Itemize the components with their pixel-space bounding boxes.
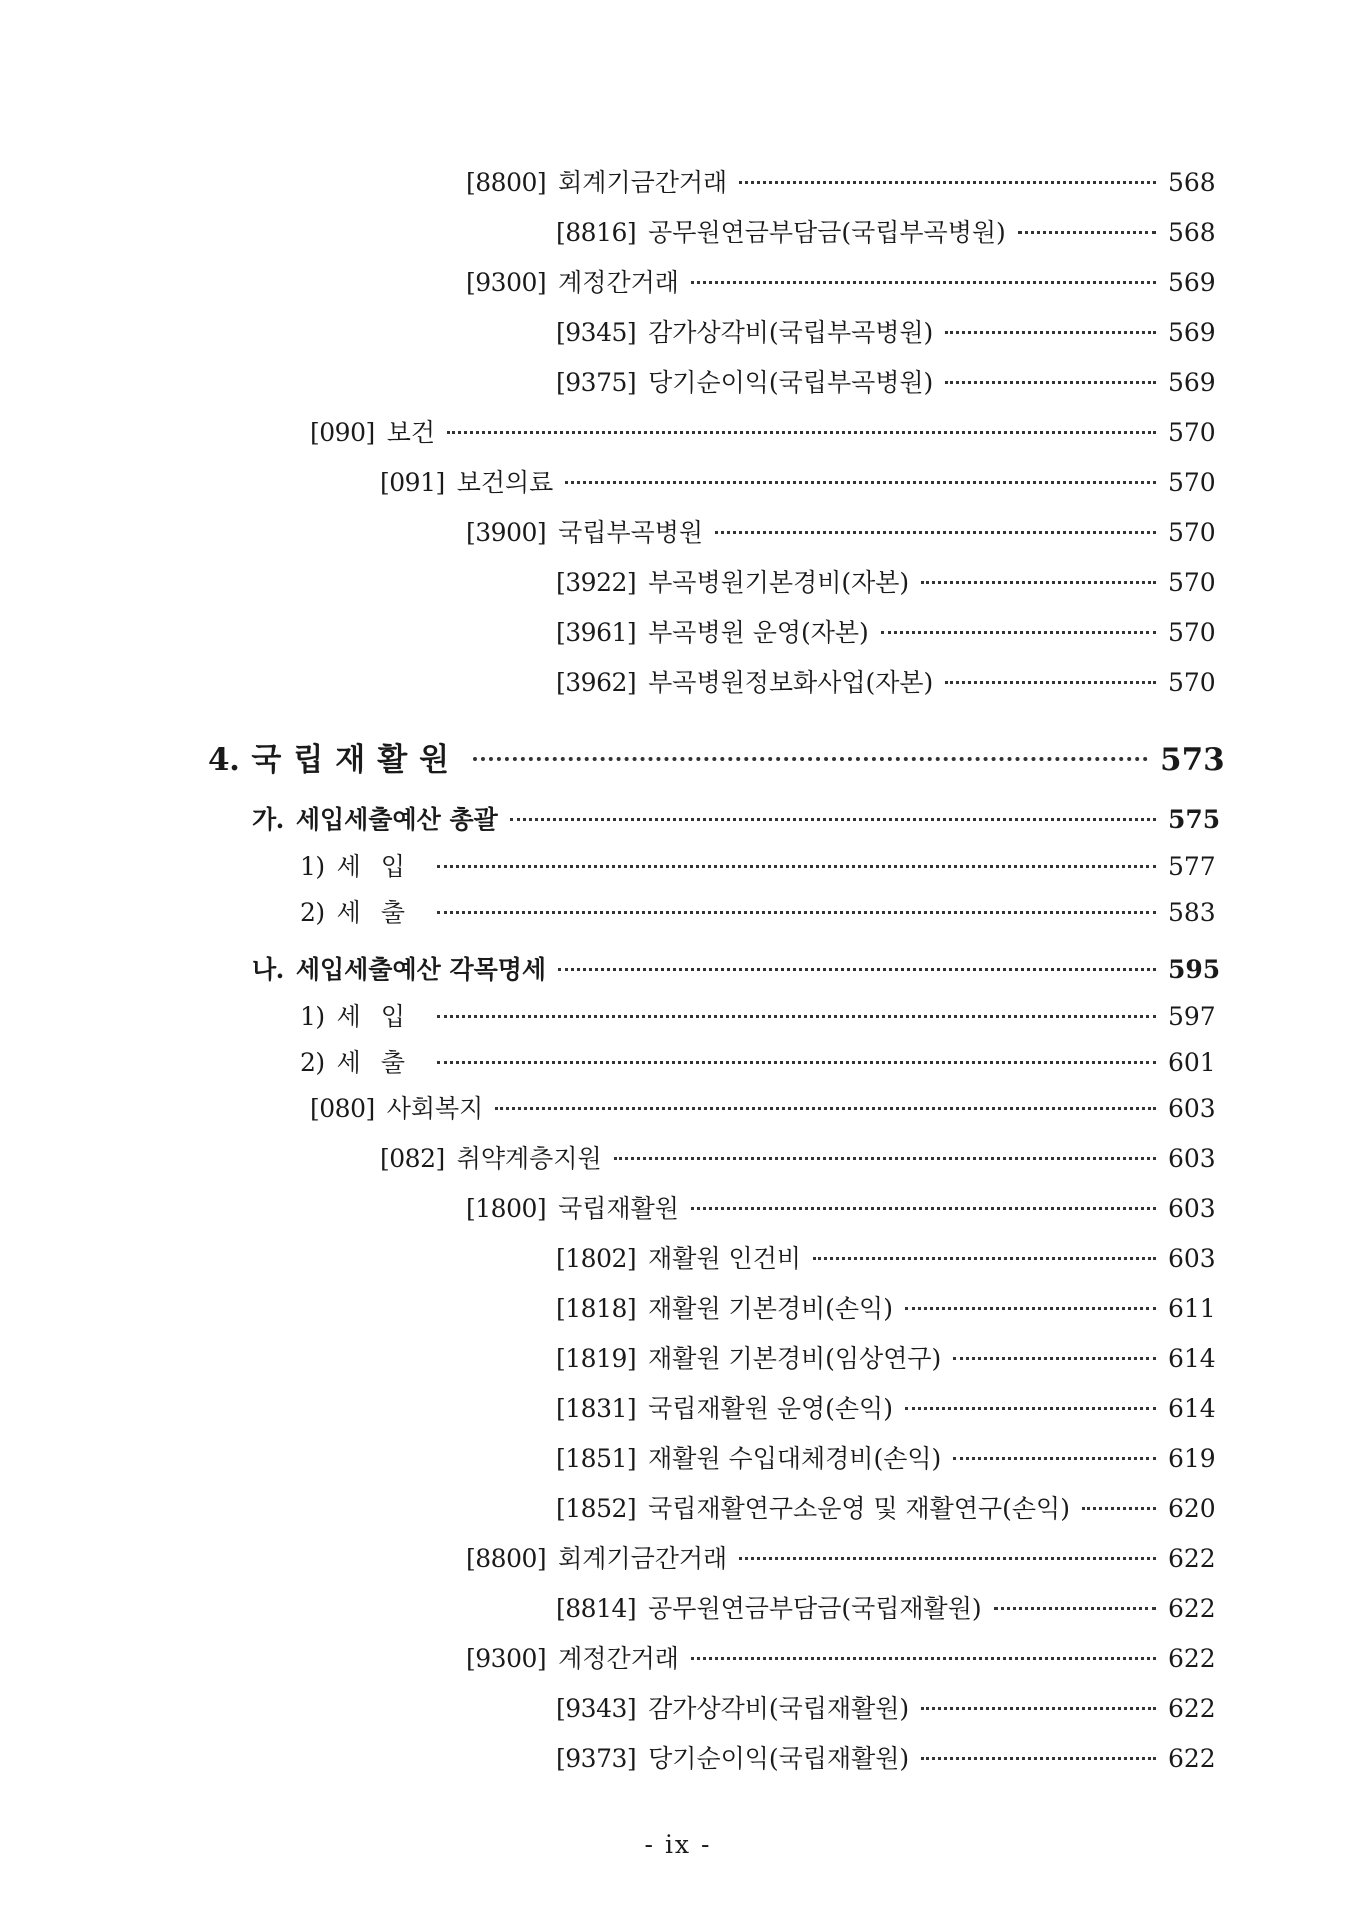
- toc-label: 감가상각비(국립재활원): [648, 1694, 910, 1723]
- toc-page: 575: [1168, 805, 1221, 834]
- dot-leader: [437, 911, 1156, 914]
- toc-code: [1818]: [556, 1294, 637, 1323]
- toc-page: 570: [1168, 518, 1216, 547]
- toc-code: [9345]: [556, 318, 637, 347]
- toc-page: 622: [1168, 1594, 1216, 1623]
- dot-leader: [921, 1707, 1156, 1710]
- toc-page: 570: [1168, 668, 1216, 697]
- toc-row: [556, 663, 1216, 699]
- toc-page: 570: [1168, 618, 1216, 647]
- toc-label: 부곡병원정보화사업(자본): [648, 668, 934, 697]
- toc-page: 603: [1168, 1144, 1216, 1173]
- toc-code: [8816]: [556, 218, 637, 247]
- toc-label: 국립재활원: [251, 742, 462, 778]
- page-number: - ix -: [644, 1830, 712, 1859]
- toc-row: [556, 563, 1216, 599]
- toc-row: [556, 313, 1216, 349]
- dot-leader: [945, 681, 1156, 684]
- toc-code: [9300]: [466, 1644, 547, 1673]
- toc-page: 603: [1168, 1244, 1216, 1273]
- toc-code: [1852]: [556, 1494, 637, 1523]
- toc-label: 세입: [336, 1002, 425, 1031]
- dot-leader: [953, 1357, 1156, 1360]
- toc-page: 570: [1168, 568, 1216, 597]
- toc-label: 부곡병원기본경비(자본): [648, 568, 910, 597]
- dot-leader: [921, 1757, 1156, 1760]
- toc-row: [466, 1639, 1216, 1675]
- toc-chapter-row: [208, 734, 1225, 779]
- toc-row: [556, 1439, 1216, 1475]
- toc-page: 614: [1168, 1344, 1216, 1373]
- dot-leader: [994, 1607, 1156, 1610]
- toc-row: [556, 1739, 1216, 1775]
- toc-label: 감가상각비(국립부곡병원): [648, 318, 934, 347]
- toc-page: 597: [1168, 1002, 1216, 1031]
- toc-label: 세입: [336, 852, 425, 881]
- dot-leader: [905, 1307, 1156, 1310]
- toc-page: 570: [1168, 418, 1216, 447]
- dot-leader: [565, 481, 1156, 484]
- toc-page: 619: [1168, 1444, 1216, 1473]
- dot-leader: [437, 865, 1156, 868]
- toc-row: [466, 163, 1216, 199]
- dot-leader: [739, 1557, 1156, 1560]
- toc-row: [556, 1489, 1216, 1525]
- toc-code: [3900]: [466, 518, 547, 547]
- toc-row: [466, 1539, 1216, 1575]
- toc-label: 회계기금간거래: [558, 1544, 728, 1573]
- toc-code: [3962]: [556, 668, 637, 697]
- toc-label: 부곡병원 운영(자본): [648, 618, 869, 647]
- dot-leader: [473, 757, 1148, 761]
- toc-label: 사회복지: [386, 1094, 484, 1123]
- toc-label: 국립재활원: [558, 1194, 679, 1223]
- toc-code: 2): [300, 898, 325, 927]
- toc-code: 나.: [252, 955, 284, 984]
- toc-row: [300, 1043, 1216, 1079]
- toc-label: 세입세출예산 각목명세: [295, 955, 547, 984]
- toc-code: [8814]: [556, 1594, 637, 1623]
- toc-label: 계정간거래: [558, 268, 679, 297]
- toc-code: [9300]: [466, 268, 547, 297]
- toc-row: [556, 1339, 1216, 1375]
- toc-label: 공무원연금부담금(국립재활원): [648, 1594, 982, 1623]
- toc-page: 595: [1168, 955, 1221, 984]
- toc-code: [1802]: [556, 1244, 637, 1273]
- toc-row: [556, 613, 1216, 649]
- toc-code: [8800]: [466, 1544, 547, 1573]
- dot-leader: [881, 631, 1156, 634]
- toc-label: 재활원 수입대체경비(손익): [648, 1444, 942, 1473]
- toc-label: 계정간거래: [558, 1644, 679, 1673]
- toc-label: 국립재활연구소운영 및 재활연구(손익): [648, 1494, 1070, 1523]
- toc-row: [300, 893, 1216, 929]
- toc-row: [380, 463, 1216, 499]
- toc-code: [1851]: [556, 1444, 637, 1473]
- dot-leader: [813, 1257, 1156, 1260]
- dot-leader: [905, 1407, 1156, 1410]
- toc-code: [8800]: [466, 168, 547, 197]
- toc-label: 국립재활원 운영(손익): [648, 1394, 893, 1423]
- toc-label: 공무원연금부담금(국립부곡병원): [648, 218, 1006, 247]
- toc-page: 620: [1168, 1494, 1216, 1523]
- dot-leader: [715, 531, 1156, 534]
- toc-section-row: [252, 950, 1221, 986]
- dot-leader: [953, 1457, 1156, 1460]
- toc-page: 568: [1168, 218, 1216, 247]
- dot-leader: [945, 381, 1156, 384]
- dot-leader: [614, 1157, 1156, 1160]
- toc-row: [556, 213, 1216, 249]
- toc-page: 614: [1168, 1394, 1216, 1423]
- toc-row: [466, 1189, 1216, 1225]
- toc-code: 1): [300, 1002, 325, 1031]
- toc-page: 570: [1168, 468, 1216, 497]
- toc-label: 회계기금간거래: [558, 168, 728, 197]
- dot-leader: [437, 1015, 1156, 1018]
- toc-label: 국립부곡병원: [558, 518, 704, 547]
- toc-row: [556, 1289, 1216, 1325]
- toc-row: [300, 997, 1216, 1033]
- toc-label: 당기순이익(국립재활원): [648, 1744, 910, 1773]
- dot-leader: [691, 281, 1156, 284]
- toc-code: [9373]: [556, 1744, 637, 1773]
- toc-page: 569: [1168, 318, 1216, 347]
- toc-code: [1819]: [556, 1344, 637, 1373]
- toc-page: 577: [1168, 852, 1216, 881]
- toc-label: 보건의료: [456, 468, 554, 497]
- toc-code: 4.: [208, 742, 240, 778]
- dot-leader: [691, 1657, 1156, 1660]
- dot-leader: [447, 431, 1156, 434]
- toc-page: 568: [1168, 168, 1216, 197]
- toc-row: [310, 413, 1216, 449]
- toc-page: 622: [1168, 1544, 1216, 1573]
- dot-leader: [1082, 1507, 1156, 1510]
- dot-leader: [558, 968, 1156, 971]
- toc-row: [556, 1689, 1216, 1725]
- toc-label: 보건: [386, 418, 436, 447]
- toc-page: 622: [1168, 1694, 1216, 1723]
- toc-code: [9343]: [556, 1694, 637, 1723]
- toc-code: [1831]: [556, 1394, 637, 1423]
- toc-code: 2): [300, 1048, 325, 1077]
- toc-row: [556, 1239, 1216, 1275]
- dot-leader: [921, 581, 1156, 584]
- toc-code: [091]: [380, 468, 445, 497]
- toc-code: [080]: [310, 1094, 375, 1123]
- toc-label: 세입세출예산 총괄: [295, 805, 498, 834]
- dot-leader: [437, 1061, 1156, 1064]
- toc-label: 세출: [336, 1048, 425, 1077]
- toc-row: [466, 513, 1216, 549]
- toc-row: [556, 1389, 1216, 1425]
- toc-code: [082]: [380, 1144, 445, 1173]
- toc-section-row: [252, 800, 1221, 836]
- toc-page: 622: [1168, 1644, 1216, 1673]
- toc-label: 취약계층지원: [456, 1144, 602, 1173]
- toc-code: 가.: [252, 805, 284, 834]
- dot-leader: [691, 1207, 1156, 1210]
- toc-page: 583: [1168, 898, 1216, 927]
- toc-code: [090]: [310, 418, 375, 447]
- dot-leader: [495, 1107, 1156, 1110]
- toc-label: 재활원 기본경비(손익): [648, 1294, 893, 1323]
- toc-label: 재활원 기본경비(임상연구): [648, 1344, 942, 1373]
- dot-leader: [510, 818, 1156, 821]
- toc-code: [9375]: [556, 368, 637, 397]
- toc-row: [300, 847, 1216, 883]
- toc-row: [556, 1589, 1216, 1625]
- dot-leader: [739, 181, 1156, 184]
- toc-page: 603: [1168, 1194, 1216, 1223]
- toc-code: 1): [300, 852, 325, 881]
- toc-label: 재활원 인건비: [648, 1244, 801, 1273]
- toc-page: 601: [1168, 1048, 1216, 1077]
- toc-row: [556, 363, 1216, 399]
- toc-label: 세출: [336, 898, 425, 927]
- dot-leader: [1018, 231, 1156, 234]
- toc-page: 573: [1160, 742, 1225, 778]
- toc-row: [310, 1089, 1216, 1125]
- dot-leader: [945, 331, 1156, 334]
- toc-page: 611: [1168, 1294, 1216, 1323]
- toc-code: [1800]: [466, 1194, 547, 1223]
- toc-row: [380, 1139, 1216, 1175]
- toc-label: 당기순이익(국립부곡병원): [648, 368, 934, 397]
- toc-page: 603: [1168, 1094, 1216, 1123]
- toc-row: [466, 263, 1216, 299]
- toc-code: [3922]: [556, 568, 637, 597]
- toc-page: 622: [1168, 1744, 1216, 1773]
- toc-page: 569: [1168, 368, 1216, 397]
- toc-code: [3961]: [556, 618, 637, 647]
- toc-page: 569: [1168, 268, 1216, 297]
